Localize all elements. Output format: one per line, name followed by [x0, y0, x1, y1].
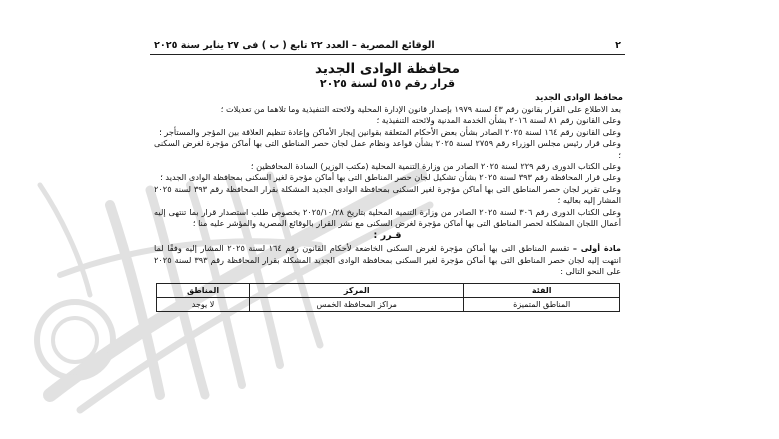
preamble-paragraph: وعلى الكتاب الدورى رقم ٢٢٩ لسنة ٢٠٢٥ الصادر من وزارة التنمية المحلية (مكتب الوزير) السادة المحافظين ؛: [250, 161, 621, 172]
column-header-category: الفئة: [464, 283, 620, 297]
governorate-title: محافظة الوادى الجديد: [315, 61, 460, 77]
page-header: [150, 40, 625, 55]
column-header-areas: المناطق: [157, 283, 250, 297]
table-row: [157, 297, 620, 311]
preamble-paragraph: بعد الاطلاع على القرار بقانون رقم ٤٣ لسنة ١٩٧٩ بإصدار قانون الإدارة المحلية ولائحته التنفيذية وما تلاهما من تعديلات ؛: [220, 104, 621, 114]
cell-category: المناطق المتميزة: [464, 297, 620, 311]
article-one: [154, 243, 621, 277]
preamble-paragraph: وعلى قرار المحافظة رقم ٣٩٣ لسنة ٢٠٢٥ بشأن تشكيل لجان حصر المناطق التى بها أماكن مؤجرة لغير السكنى بمحافظة الوادى الجديد ؛: [160, 172, 621, 183]
cell-center: مراكز المحافظة الخمس: [250, 297, 464, 311]
zones-table: [156, 283, 620, 312]
article-text: تقسم المناطق التى بها أماكن مؤجرة لغرض السكنى الخاضعة لأحكام القانون رقم ١٦٤ لسنة ٢٠٢٥ المشار إليه وفقًا لما انتهت إليه لجان حصر المناطق التى بها أماكن مؤجرة لغير السكنى بمحافظة الوادى الجديد المشكلة بقرار المحافظة رقم ٣٩٣ لسنة ٢٠٢٥ على النحو التالى :: [154, 243, 621, 277]
decree-title: قرار رقم ٥١٥ لسنة ٢٠٢٥: [319, 77, 456, 90]
preamble-paragraph: وعلى القانون رقم ١٦٤ لسنة ٢٠٢٥ الصادر بشأن بعض الأحكام المتعلقة بقوانين إيجار الأماكن وإعادة تنظيم العلاقة بين المؤجر والمستأجر ؛: [159, 126, 621, 137]
table-header-row: [157, 283, 620, 297]
page-number: ٢: [615, 40, 621, 51]
preamble-paragraph: وعلى الكتاب الدورى رقم ٣٠٦ لسنة ٢٠٢٥ الصادر من وزارة التنمية المحلية بتاريخ ٢٠٢٥/١٠/٢٨ بخصوص طلب استصدار قرار بما تنتهى إليه أعمال اللجان المشكلة لحصر المناطق التى بها أماكن مؤجرة لغرض السكنى مع نشر القرار بالوقائع المصرية والمؤشر عليه منا ؛: [154, 206, 621, 229]
gazette-page: [150, 40, 625, 312]
cell-areas: لا يوجد: [157, 297, 250, 311]
preamble-paragraph: وعلى قرار رئيس مجلس الوزراء رقم ٢٧٥٩ لسنة ٢٠٢٥ بشأن قواعد ونظام عمل لجان حصر المناطق التى بها أماكن مؤجرة لغرض السكنى ؛: [154, 138, 621, 160]
preamble-paragraph: وعلى القانون رقم ٨١ لسنة ٢٠١٦ بشأن الخدمة المدنية ولائحته التنفيذية ؛: [376, 115, 621, 126]
issuer-line: محافظ الوادى الجديد: [535, 93, 623, 103]
preamble-paragraph: وعلى تقرير لجان حصر المناطق التى بها أماكن مؤجرة لغير السكنى بمحافظة الوادى الجديد المشكلة بقرار المحافظة رقم ٣٩٣ لسنة ٢٠٢٥ المشار إليه بعاليه ؛: [154, 183, 621, 206]
article-label: مادة أولى –: [572, 243, 621, 254]
decree-body: [150, 104, 625, 278]
gazette-issue-info: الوقائع المصرية – العدد ٢٢ تابع ( ب ) فى ٢٧ يناير سنة ٢٠٢٥: [154, 40, 435, 51]
column-header-center: المركز: [250, 283, 464, 297]
decided-heading: قـرر :: [373, 230, 402, 242]
